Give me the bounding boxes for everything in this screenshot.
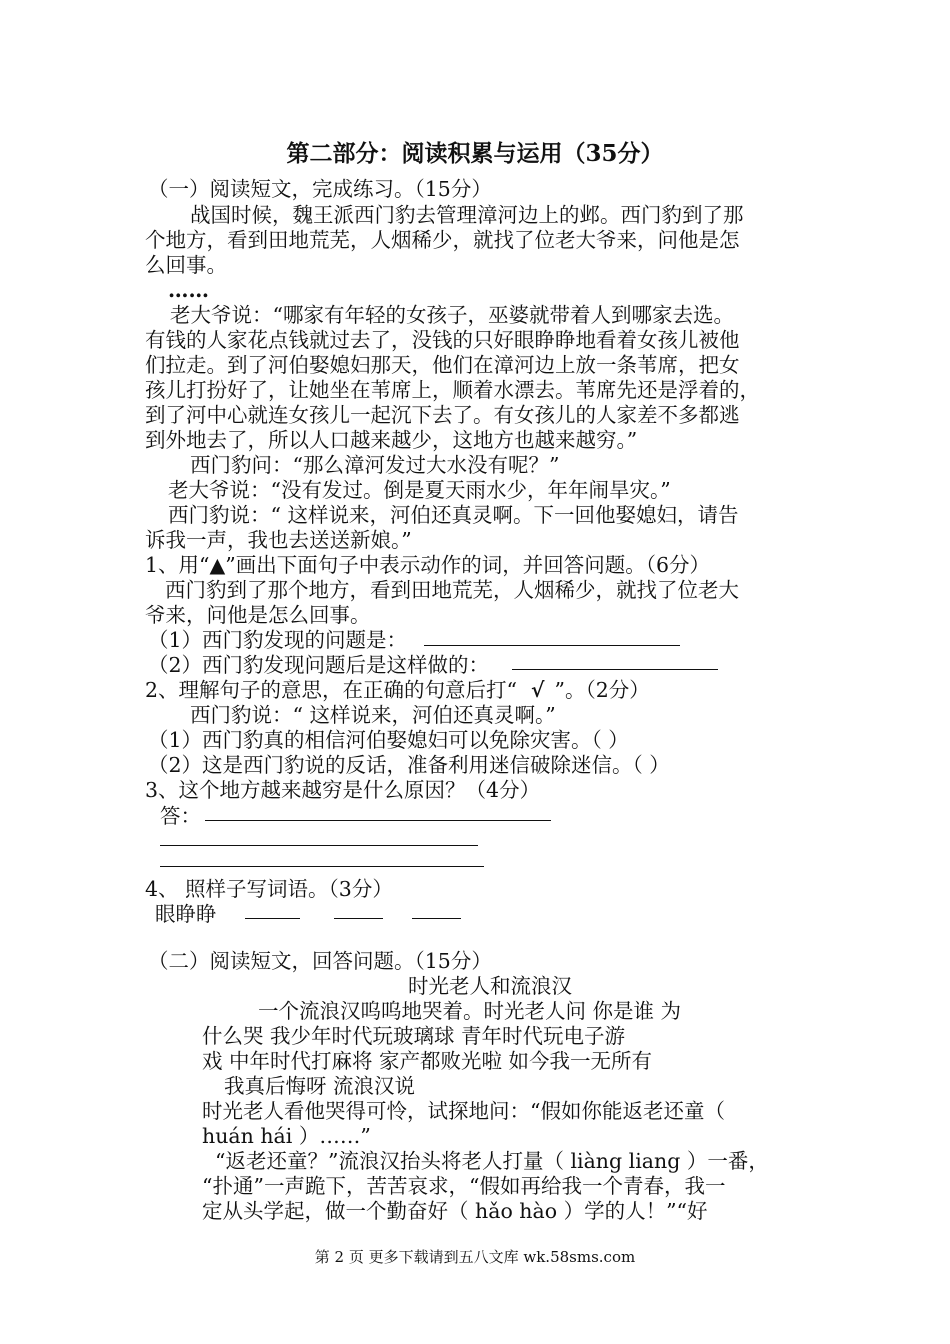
question-3-answer-label: 答： xyxy=(160,804,201,828)
passage-line: 老大爷说：“哪家有年轻的女孩子，巫婆就带着人到哪家去选。 xyxy=(170,303,734,327)
story-line: “返老还童？”流浪汉抬头将老人打量（ liàng liang ）一番， xyxy=(215,1149,769,1173)
question-2-prompt-b: ”。（2分） xyxy=(554,678,650,702)
answer-blank[interactable] xyxy=(245,918,300,919)
passage-line: 诉我一声，我也去送送新娘。” xyxy=(145,528,412,552)
story-line: “扑通”一声跪下，苦苦哀求，“假如再给我一个青春，我一 xyxy=(202,1174,726,1198)
passage-line: 们拉走。到了河伯娶媳妇那天，他们在漳河边上放一条苇席，把女 xyxy=(145,353,740,377)
section-2-heading: （二）阅读短文，回答问题。（15分） xyxy=(148,949,492,973)
passage-line: 么回事。 xyxy=(145,253,227,277)
answer-blank[interactable] xyxy=(205,820,551,821)
question-2-prompt xyxy=(145,677,650,703)
question-1-sentence: 爷来，问他是怎么回事。 xyxy=(145,603,371,627)
question-2-quote: 西门豹说：“ 这样说来，河伯还真灵啊。” xyxy=(190,703,556,727)
story-line: huán hái ）……” xyxy=(202,1124,371,1148)
story-line: 什么哭 我少年时代玩玻璃球 青年时代玩电子游 xyxy=(202,1024,626,1048)
question-2-prompt-a: 2、理解句子的意思，在正确的句意后打“ xyxy=(145,678,518,702)
page-footer: 第 2 页 更多下载请到五八文库 wk.58sms.com xyxy=(314,1248,636,1266)
question-1-sub-1: （1）西门豹发现的问题是： xyxy=(148,628,408,652)
story-line: 定从头学起，做一个勤奋好（ hǎo hào ）学的人！”“好 xyxy=(202,1199,708,1223)
question-4-prompt: 4、 照样子写词语。（3分） xyxy=(145,877,393,901)
story-title: 时光老人和流浪汉 xyxy=(408,974,572,998)
passage-line: 西门豹问：“那么漳河发过大水没有呢？” xyxy=(190,453,560,477)
section-1-heading: （一）阅读短文，完成练习。（15分） xyxy=(148,177,492,201)
story-line: 一个流浪汉呜呜地哭着。时光老人问 你是谁 为 xyxy=(258,999,682,1023)
story-line: 戏 中年时代打麻将 家产都败光啦 如今我一无所有 xyxy=(202,1049,653,1073)
passage-line: 西门豹说：“ 这样说来，河伯还真灵啊。下一回他娶媳妇，请告 xyxy=(168,503,739,527)
page-title: 第二部分：阅读积累与运用（35分） xyxy=(286,140,664,167)
answer-blank[interactable] xyxy=(512,669,718,670)
ellipsis: …… xyxy=(168,278,209,302)
answer-blank[interactable] xyxy=(424,645,680,646)
question-1-sentence: 西门豹到了那个地方，看到田地荒芜，人烟稀少，就找了位老大 xyxy=(165,578,739,602)
story-line: 我真后悔呀 流浪汉说 xyxy=(224,1074,416,1098)
answer-blank[interactable] xyxy=(160,845,478,846)
story-line: 时光老人看他哭得可怜，试探地问：“假如你能返老还童（ xyxy=(202,1099,725,1123)
passage-line: 有钱的人家花点钱就过去了，没钱的只好眼睁睁地看着女孩儿被他 xyxy=(145,328,740,352)
passage-line: 战国时候，魏王派西门豹去管理漳河边上的邺。西门豹到了那 xyxy=(190,203,744,227)
passage-line: 到外地去了，所以人口越来越少，这地方也越来越穷。” xyxy=(145,428,638,452)
answer-blank[interactable] xyxy=(412,918,461,919)
passage-line: 到了河中心就连女孩儿一起沉下去了。有女孩儿的人家差不多都逃 xyxy=(145,403,740,427)
passage-line: 老大爷说：“没有发过。倒是夏天雨水少，年年闹旱灾。” xyxy=(168,478,671,502)
passage-line: 个地方，看到田地荒芜，人烟稀少，就找了位老大爷来，问他是怎 xyxy=(145,228,740,252)
passage-line: 孩儿打扮好了，让她坐在苇席上，顺着水漂去。苇席先还是浮着的， xyxy=(145,378,760,402)
question-1-prompt: 1、用“▲”画出下面句子中表示动作的词，并回答问题。（6分） xyxy=(145,553,711,577)
question-3-prompt: 3、这个地方越来越穷是什么原因？（4分） xyxy=(145,778,541,802)
answer-blank[interactable] xyxy=(334,918,383,919)
question-1-sub-2: （2）西门豹发现问题后是这样做的： xyxy=(148,653,490,677)
answer-blank[interactable] xyxy=(160,866,484,867)
question-4-example: 眼睁睁 xyxy=(155,902,217,926)
question-2-option-1: （1）西门豹真的相信河伯娶媳妇可以免除灾害。（ ） xyxy=(148,728,629,752)
check-mark: √ xyxy=(531,678,545,702)
question-2-option-2: （2）这是西门豹说的反话，准备利用迷信破除迷信。（ ） xyxy=(148,753,670,777)
